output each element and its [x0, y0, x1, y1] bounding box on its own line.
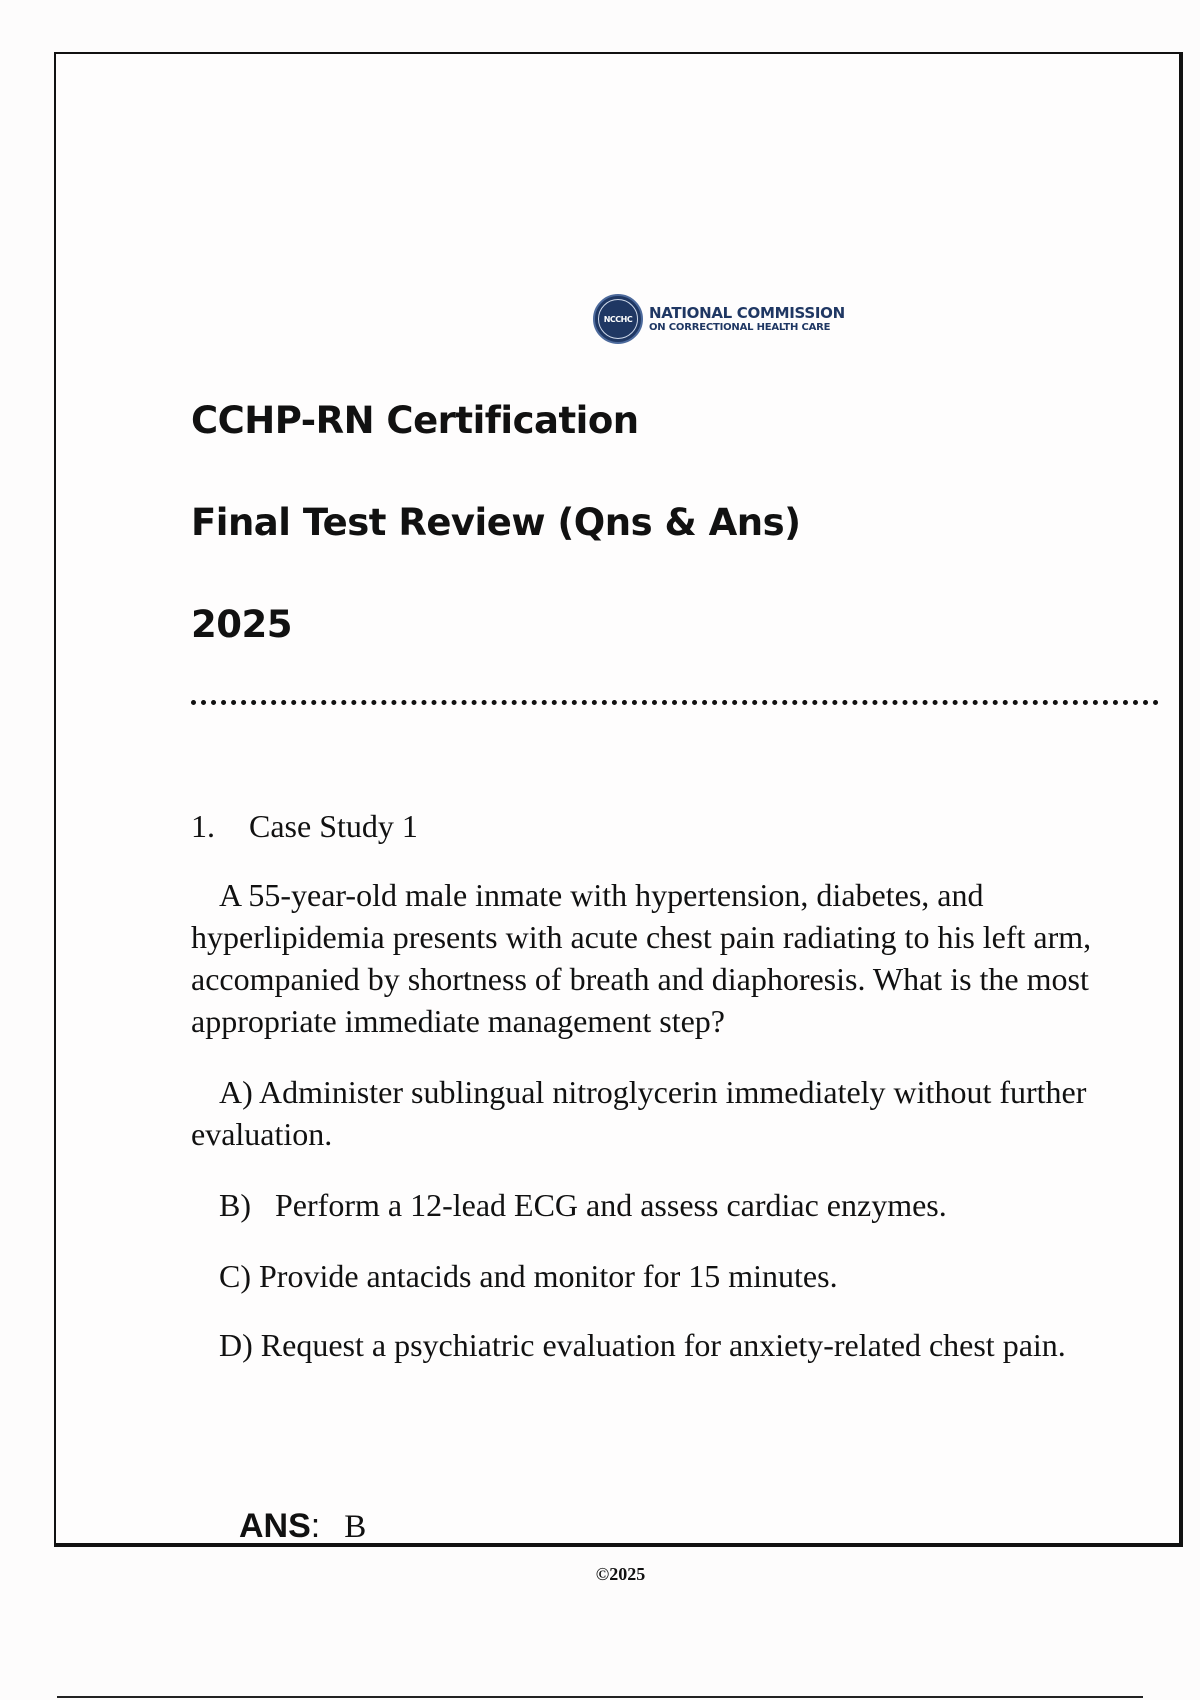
question-number: 1. [191, 808, 215, 844]
ncchc-logo [593, 294, 845, 344]
logo-wordmark [649, 305, 845, 333]
title-review: Final Test Review (Qns & Ans) [191, 501, 801, 544]
answer-line [239, 1507, 366, 1546]
option-a: A) Administer sublingual nitroglycerin immediately without further evaluation. [191, 1074, 1087, 1152]
question-stem: A 55-year-old male inmate with hypertension, diabetes, and hyperlipidemia presents with acute chest pain radiating to his left arm, accompanied by shortness of breath and diaphoresis. What is the most appropriate immediate management step? [191, 877, 1092, 1039]
answer-colon: : [310, 1507, 321, 1545]
document-page [54, 52, 1183, 1584]
answer-label: ANS [239, 1507, 311, 1545]
question-title: Case Study 1 [249, 808, 418, 844]
option-c: C) Provide antacids and monitor for 15 minutes. [219, 1258, 838, 1294]
next-page-edge [57, 1696, 1143, 1698]
question-heading [191, 808, 418, 845]
seal-text: NCCHC [598, 299, 638, 339]
answer-value: B [344, 1509, 367, 1545]
ncchc-seal-icon [593, 294, 643, 344]
dotted-divider [191, 700, 1159, 705]
option-b: B) Perform a 12-lead ECG and assess cardiac enzymes. [219, 1187, 947, 1223]
copyright-notice: ©2025 [595, 1564, 646, 1584]
logo-line-2: ON CORRECTIONAL HEALTH CARE [649, 321, 831, 333]
logo-line-1: NATIONAL COMMISSION [649, 304, 845, 323]
option-d: D) Request a psychiatric evaluation for anxiety-related chest pain. [219, 1327, 1066, 1363]
title-year: 2025 [191, 603, 292, 646]
title-certification: CCHP-RN Certification [191, 399, 639, 442]
